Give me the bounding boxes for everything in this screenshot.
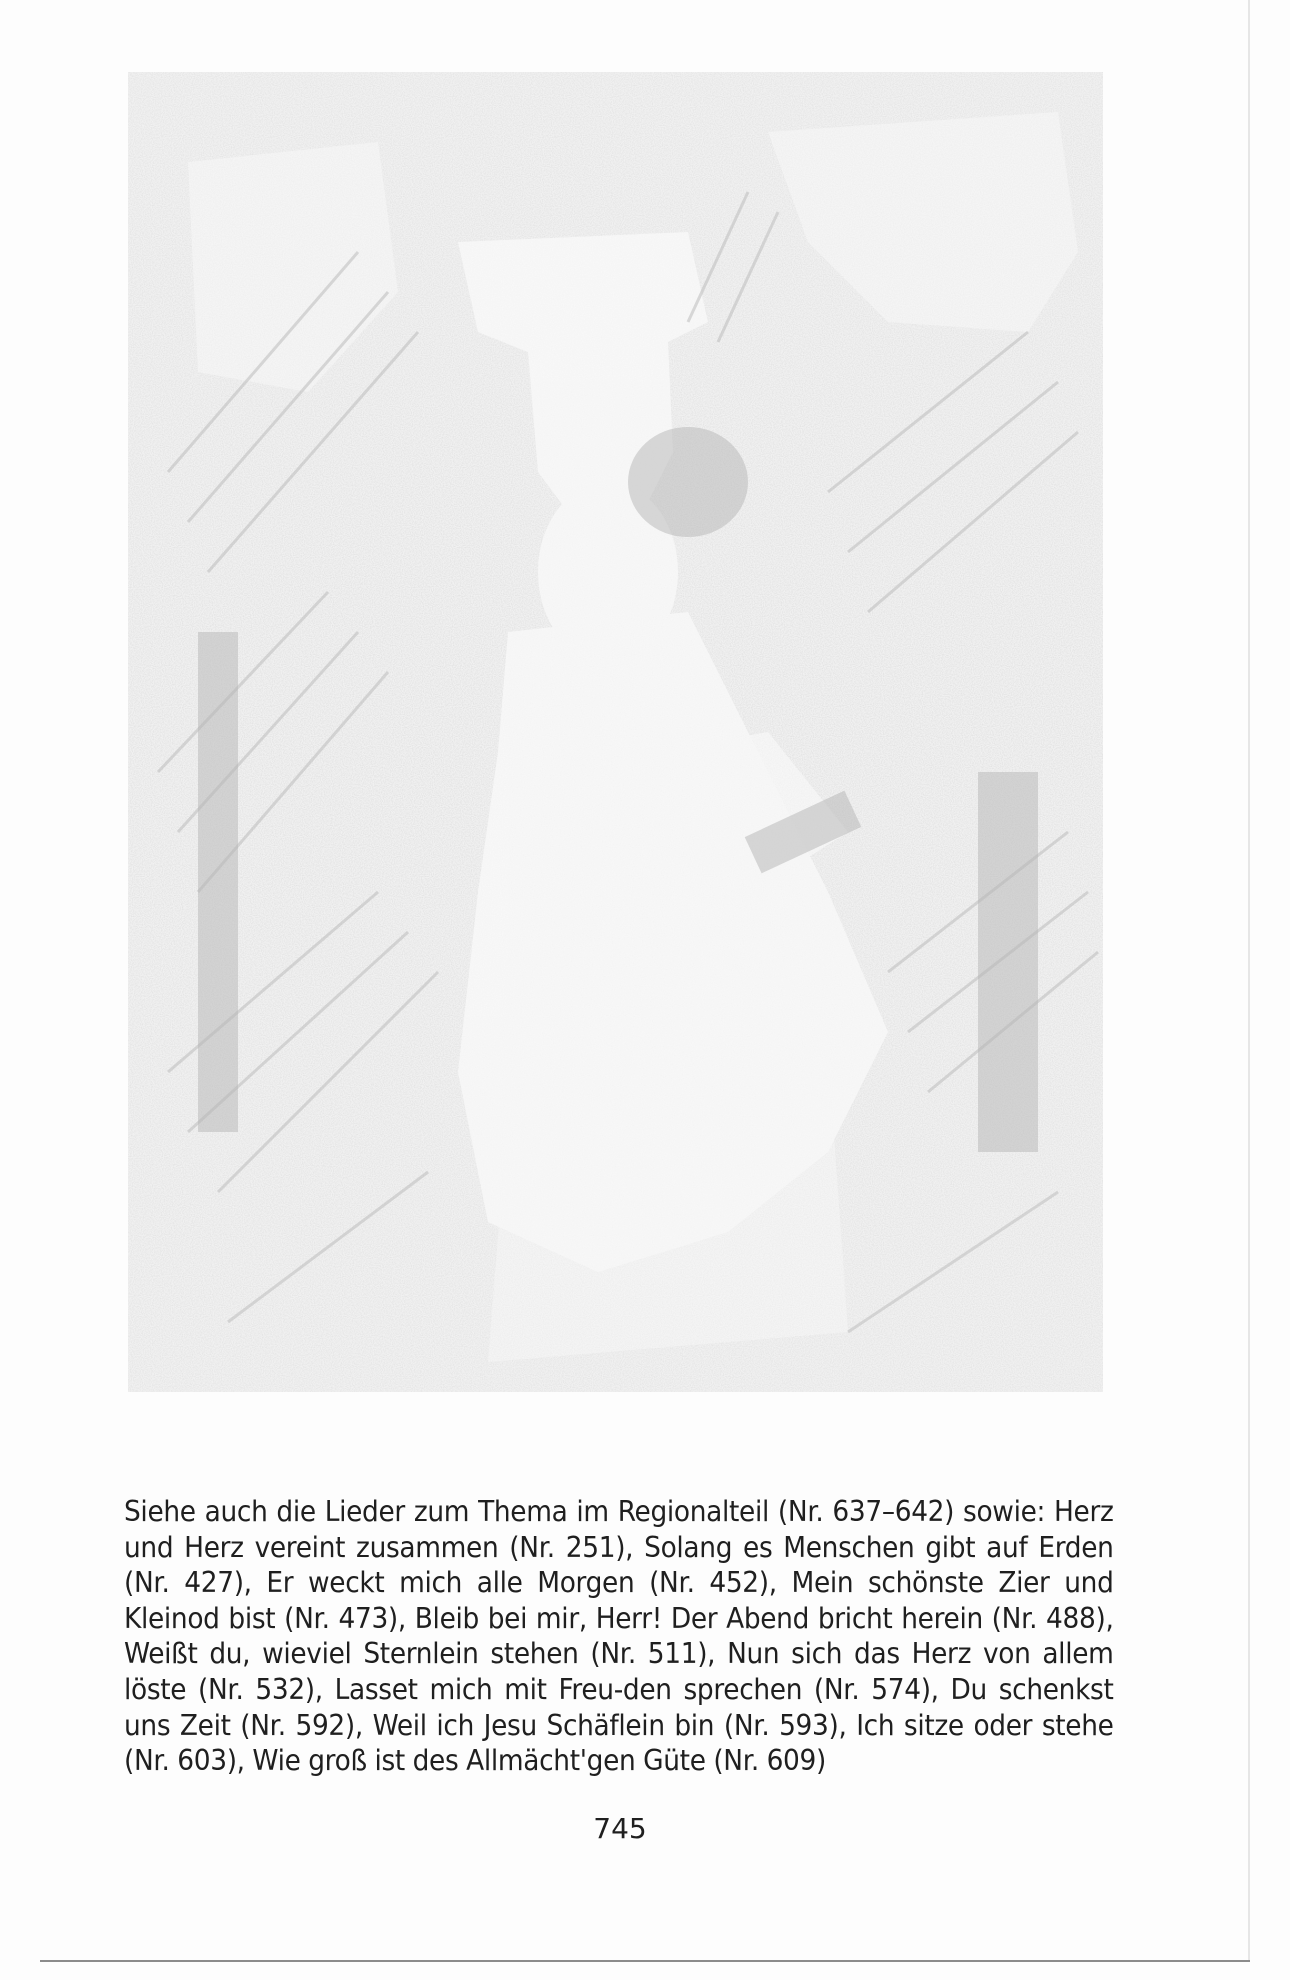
crayon-illustration — [128, 72, 1103, 1392]
scan-edge — [1248, 0, 1250, 1960]
song-reference-caption: Siehe auch die Lieder zum Thema im Regionalteil (Nr. 637–642) sowie: Herz und Herz vereint zusammen (Nr. 251), Solang es Menschen gibt auf Erden (Nr. 427), Er weckt mich alle Morgen (Nr. 452), Mein schönste Zier und Kleinod bist (Nr. 473), Bleib bei mir, Herr! Der Abend bricht herein (Nr. 488), Weißt du, wieviel Sternlein stehen (Nr. 511), Nun sich das Herz von allem löste (Nr. 532), Lasset mich mit Freu-den sprechen (Nr. 574), Du schenkst uns Zeit (Nr. 592), Weil ich Jesu Schäflein bin (Nr. 593), Ich sitze oder stehe (Nr. 603), Wie groß ist des Allmächt'gen Güte (Nr. 609) — [124, 1495, 1114, 1778]
page-number: 745 — [593, 1812, 647, 1845]
bottom-rule — [40, 1960, 1250, 1962]
